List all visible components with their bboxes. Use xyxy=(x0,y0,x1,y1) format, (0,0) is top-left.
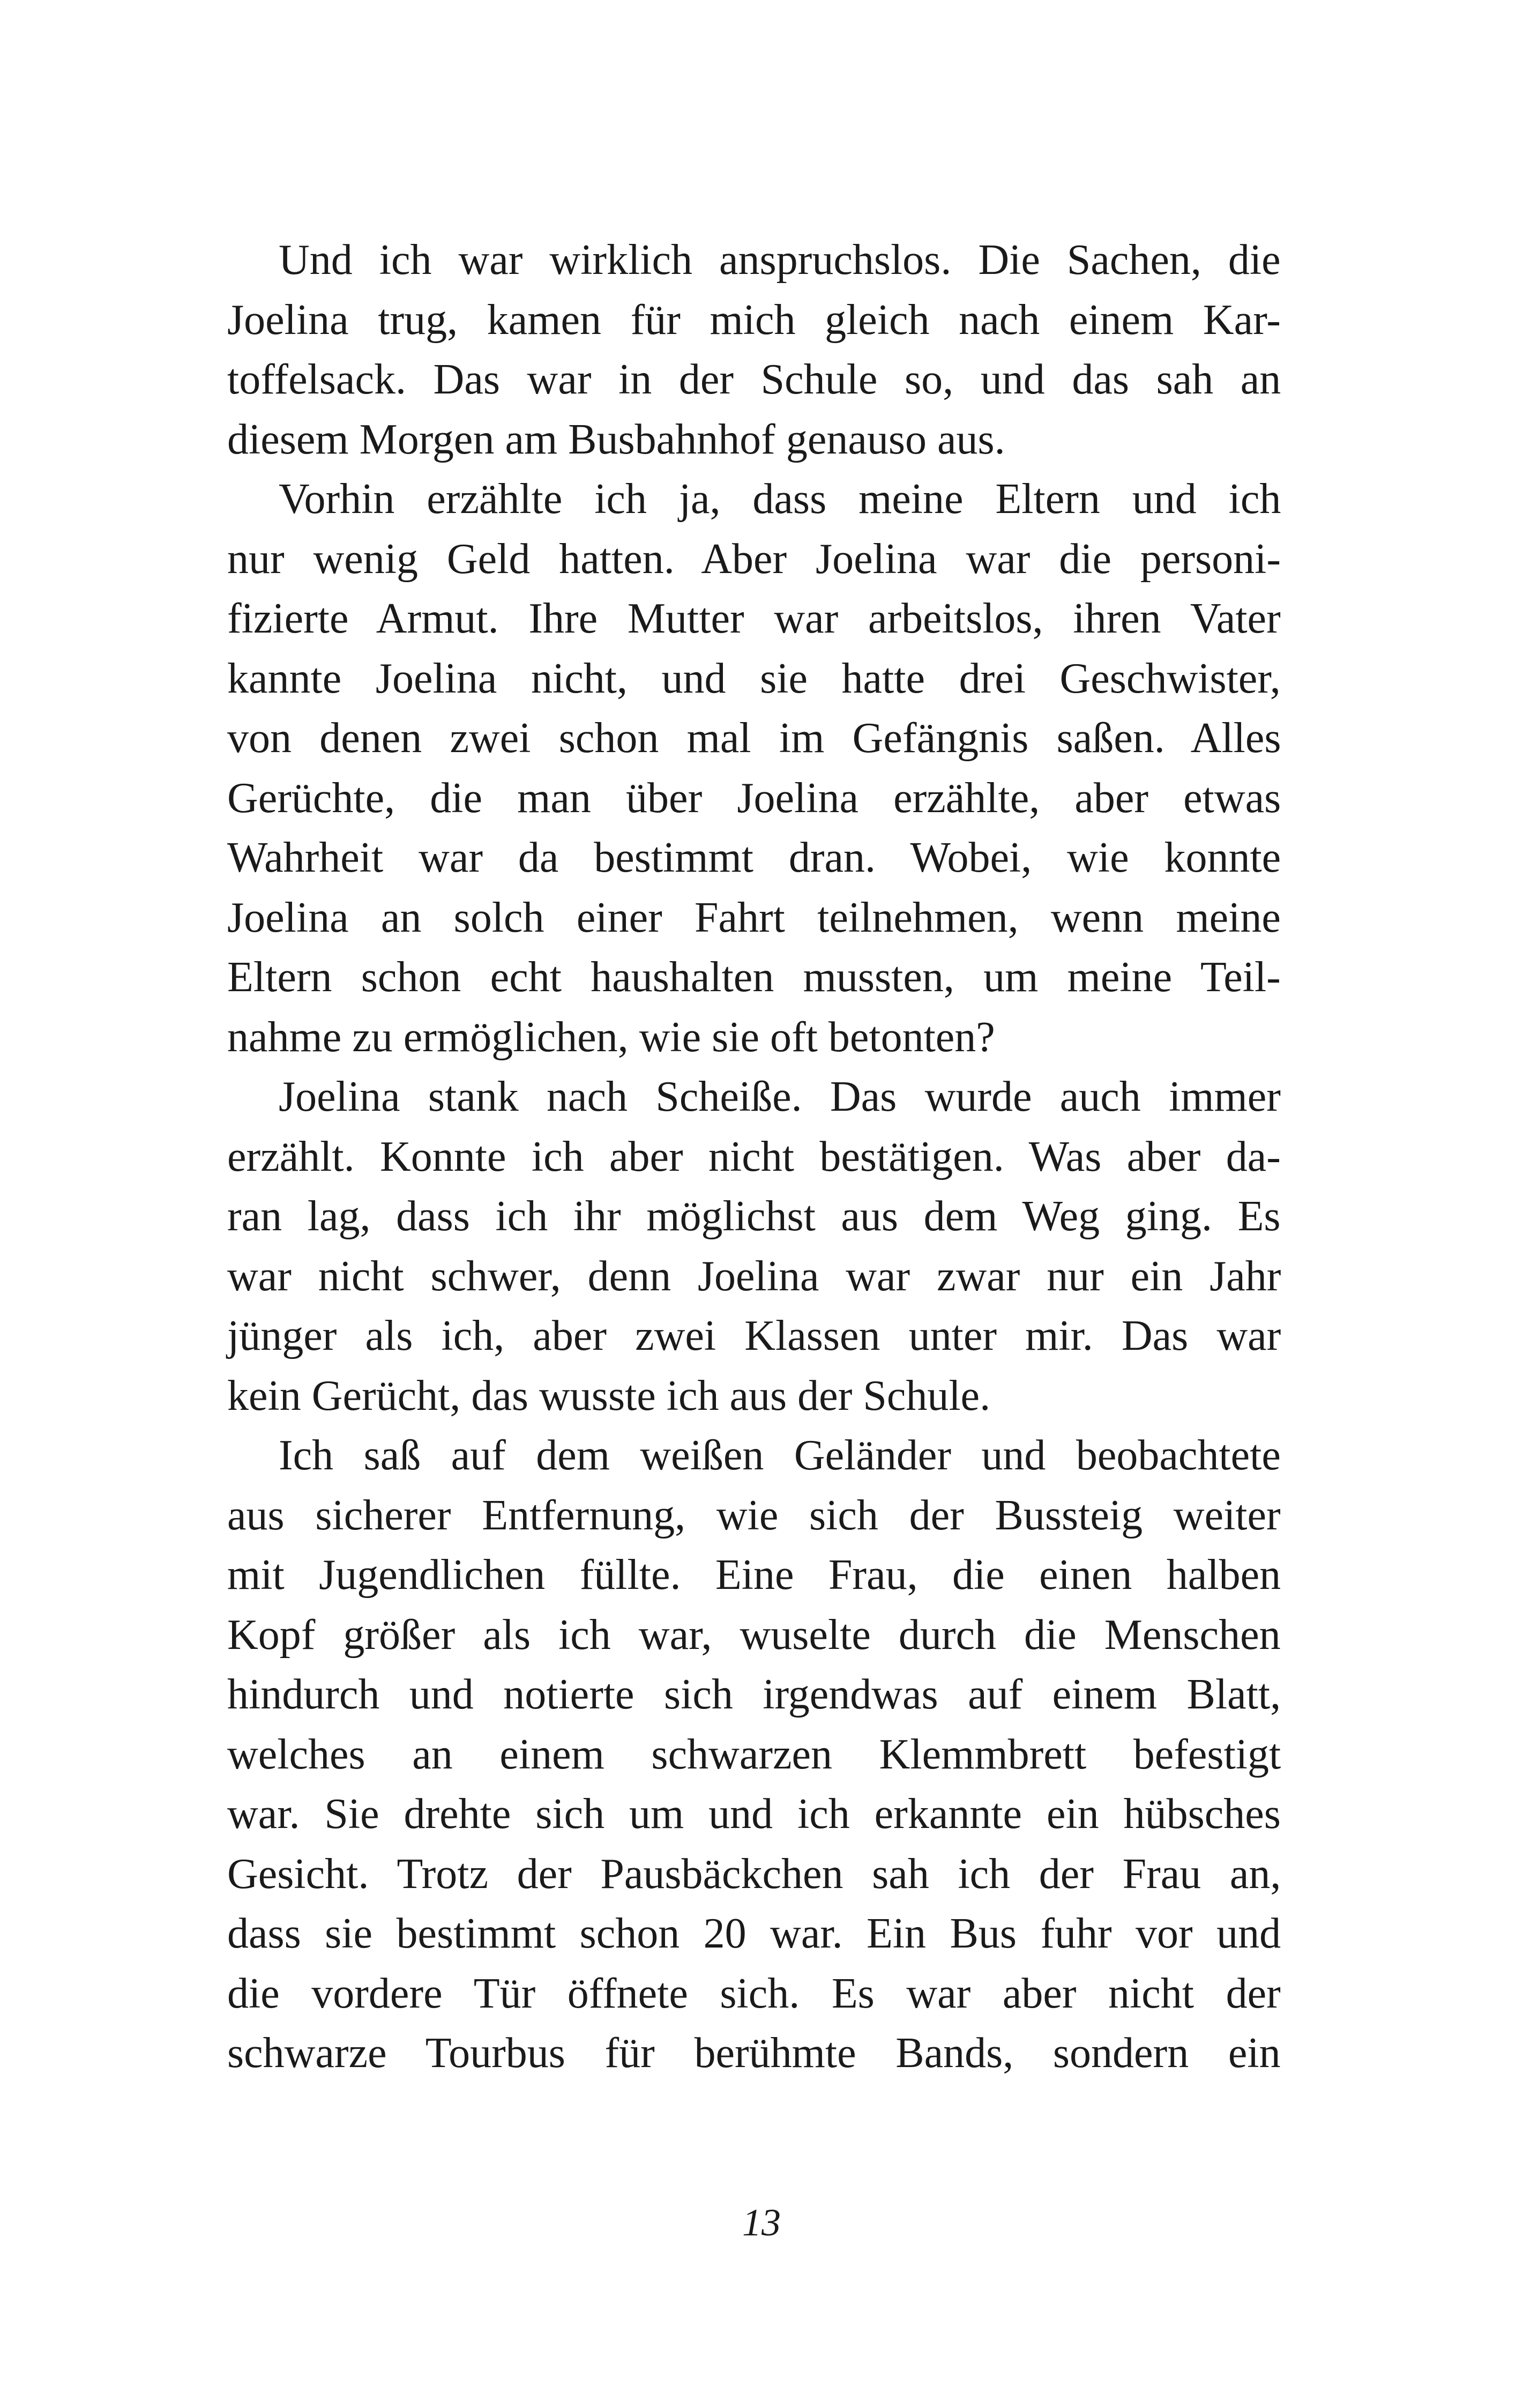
text-line-content: die vordere Tür öffnete sich. Es war aber nicht der xyxy=(227,1969,1281,2017)
text-line xyxy=(227,1845,1281,1905)
text-line xyxy=(227,231,1281,291)
text-line xyxy=(227,1725,1281,1785)
text-line xyxy=(227,649,1281,709)
text-line-content: war nicht schwer, denn Joelina war zwar nur ein Jahr xyxy=(227,1252,1281,1300)
text-line xyxy=(227,1187,1281,1247)
text-line xyxy=(227,410,1281,470)
text-line xyxy=(227,1606,1281,1666)
text-line xyxy=(227,589,1281,649)
text-line-content: jünger als ich, aber zwei Klassen unter mir. Das war xyxy=(227,1312,1281,1359)
text-line xyxy=(227,948,1281,1008)
text-line xyxy=(227,888,1281,948)
text-line-content: toffelsack. Das war in der Schule so, und das sah an xyxy=(227,356,1281,403)
text-line xyxy=(227,1008,1281,1068)
text-line-content: Joelina trug, kamen für mich gleich nach einem Kar- xyxy=(227,296,1281,344)
text-line xyxy=(227,470,1281,530)
text-line xyxy=(227,1067,1281,1127)
text-line-content: Joelina stank nach Scheiße. Das wurde auch immer xyxy=(279,1073,1281,1120)
text-line xyxy=(227,1904,1281,1964)
page-number: 13 xyxy=(742,2201,781,2244)
text-line xyxy=(227,1127,1281,1187)
text-line xyxy=(227,291,1281,351)
text-line xyxy=(227,1785,1281,1845)
text-line-content: kein Gerücht, das wusste ich aus der Schule. xyxy=(227,1372,991,1419)
text-line xyxy=(227,1486,1281,1546)
text-line-content: welches an einem schwarzen Klemmbrett befestigt xyxy=(227,1730,1281,1778)
body-text xyxy=(227,231,1281,2084)
text-line xyxy=(227,1366,1281,1426)
text-line-content: Und ich war wirklich anspruchslos. Die Sachen, die xyxy=(279,236,1281,284)
text-line xyxy=(227,1545,1281,1606)
text-line xyxy=(227,350,1281,410)
text-line-content: mit Jugendlichen füllte. Eine Frau, die einen halben xyxy=(227,1551,1281,1599)
text-line-content: nur wenig Geld hatten. Aber Joelina war die personi- xyxy=(227,535,1281,583)
text-line-content: Gesicht. Trotz der Pausbäckchen sah ich der Frau an, xyxy=(227,1850,1281,1898)
text-line-content: Kopf größer als ich war, wuselte durch die Menschen xyxy=(227,1611,1281,1659)
text-line xyxy=(227,828,1281,888)
text-line-content: Vorhin erzählte ich ja, dass meine Eltern und ich xyxy=(279,475,1281,523)
text-line-content: aus sicherer Entfernung, wie sich der Bussteig weiter xyxy=(227,1491,1281,1539)
text-line-content: hindurch und notierte sich irgendwas auf einem Blatt, xyxy=(227,1671,1281,1718)
text-line-content: dass sie bestimmt schon 20 war. Ein Bus fuhr vor und xyxy=(227,1910,1281,1957)
text-line-content: diesem Morgen am Busbahnhof genauso aus. xyxy=(227,415,1005,463)
text-line xyxy=(227,1964,1281,2024)
text-line xyxy=(227,769,1281,829)
text-line-content: von denen zwei schon mal im Gefängnis saßen. Alles xyxy=(227,715,1281,762)
text-line-content: nahme zu ermöglichen, wie sie oft betonten? xyxy=(227,1013,995,1061)
text-line-content: erzählt. Konnte ich aber nicht bestätigen. Was aber da- xyxy=(227,1133,1281,1180)
text-line-content: Eltern schon echt haushalten mussten, um meine Teil- xyxy=(227,954,1281,1001)
text-line xyxy=(227,2024,1281,2084)
text-line xyxy=(227,1426,1281,1486)
text-line-content: Wahrheit war da bestimmt dran. Wobei, wie konnte xyxy=(227,834,1281,881)
text-line xyxy=(227,530,1281,590)
text-line-content: schwarze Tourbus für berühmte Bands, sondern ein xyxy=(227,2030,1281,2077)
text-line xyxy=(227,709,1281,769)
text-line-content: Ich saß auf dem weißen Geländer und beobachtete xyxy=(279,1432,1281,1479)
text-line-content: war. Sie drehte sich um und ich erkannte ein hübsches xyxy=(227,1790,1281,1838)
text-line-content: Joelina an solch einer Fahrt teilnehmen, wenn meine xyxy=(227,894,1281,941)
text-line-content: Gerüchte, die man über Joelina erzählte, aber etwas xyxy=(227,774,1281,822)
text-line-content: ran lag, dass ich ihr möglichst aus dem Weg ging. Es xyxy=(227,1193,1281,1240)
text-line xyxy=(227,1665,1281,1725)
text-line xyxy=(227,1306,1281,1366)
text-line xyxy=(227,1247,1281,1307)
text-line-content: fizierte Armut. Ihre Mutter war arbeitslos, ihren Vater xyxy=(227,595,1281,642)
text-line-content: kannte Joelina nicht, und sie hatte drei Geschwister, xyxy=(227,655,1281,702)
